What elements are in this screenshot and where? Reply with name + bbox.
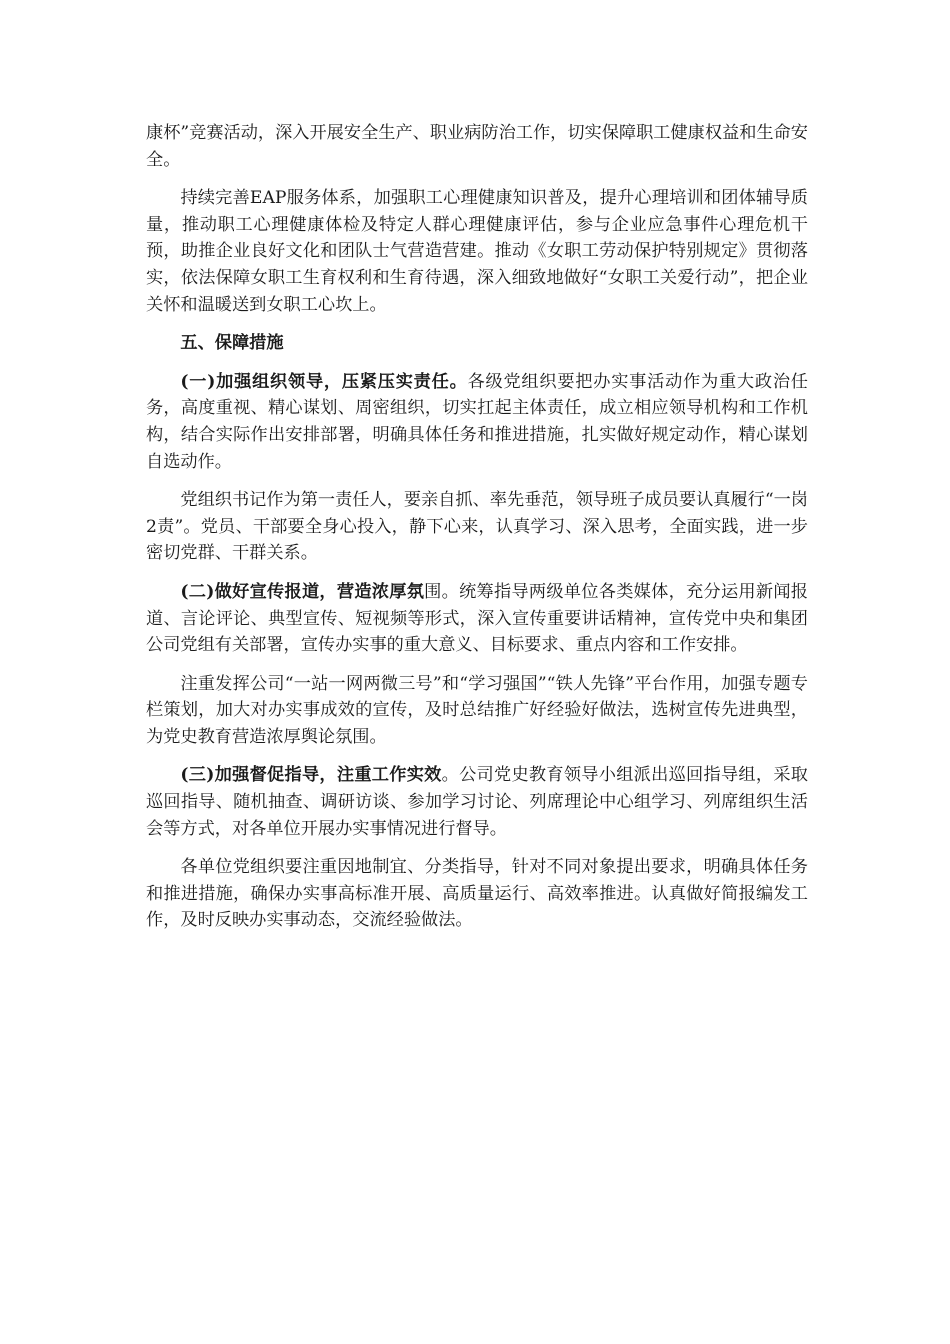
measure-publicity [146, 579, 808, 659]
paragraph-text: 康杯”竞赛活动，深入开展安全生产、职业病防治工作，切实保障职工健康权益和生命安全。 [146, 123, 808, 170]
paragraph-eap-service [146, 185, 808, 318]
section-heading: 五、保障措施 [180, 333, 284, 354]
measure-platforms [146, 671, 808, 751]
measure-text: 注重发挥公司“一站一网两微三号”和“学习强国”“铁人先锋”平台作用，加强专题专栏策划，加大对办实事成效的宣传，及时总结推广好经验好做法，选树宣传先进典型，为党史教育营造浓厚舆论氛围。 [146, 673, 808, 747]
measure-unit-guidance [146, 854, 808, 934]
measure-organization-leadership [146, 369, 808, 475]
paragraph-continued [146, 120, 808, 173]
measure-text: 围。统筹指导两级单位各类媒体，充分运用新闻报道、言论评论、典型宣传、短视频等形式，深入宣传重要讲话精神，宣传党中央和集团公司党组有关部署，宣传办实事的重大意义、目标要求、重点内容和工作安排。 [146, 581, 808, 656]
measure-supervision [146, 762, 808, 842]
measure-text: 各单位党组织要注重因地制宜、分类指导，针对不同对象提出要求，明确具体任务和推进措施，确保办实事高标准开展、高质量运行、高效率推进。认真做好简报编发工作，及时反映办实事动态，交流经验做法。 [146, 857, 808, 931]
measure-text: 党组织书记作为第一责任人，要亲自抓、率先垂范，领导班子成员要认真履行“一岗2责”。党员、干部要全身心投入，静下心来，认真学习、深入思考，全面实践，进一步密切党群、干群关系。 [146, 490, 808, 564]
measure-lead: (三)加强督促指导，注重工作实效 [180, 765, 442, 786]
measure-text: 各级党组织要把办实事活动作为重大政治任务，高度重视、精心谋划、周密组织，切实扛起主体责任，成立相应领导机构和工作机构，结合实际作出安排部署，明确具体任务和推进措施，扎实做好规定动作，精心谋划自选动作。 [146, 371, 808, 472]
measure-secretary-responsibility [146, 487, 808, 567]
measure-lead: (一)加强组织领导，压紧压实责任。 [180, 371, 468, 392]
measure-lead: (二)做好宣传报道，营造浓厚氛 [180, 581, 425, 602]
measure-text: 。公司党史教育领导小组派出巡回指导组，采取巡回指导、随机抽查、调研访谈、参加学习讨论、列席理论中心组学习、列席组织生活会等方式，对各单位开展办实事情况进行督导。 [146, 765, 808, 839]
document-page [146, 120, 808, 946]
paragraph-text: 持续完善EAP服务体系，加强职工心理健康知识普及，提升心理培训和团体辅导质量，推动职工心理健康体检及特定人群心理健康评估，参与企业应急事件心理危机干预，助推企业良好文化和团队士气营造营建。推动《女职工劳动保护特别规定》贯彻落实，依法保障女职工生育权利和生育待遇，深入细致地做好“女职工关爱行动”，把企业关怀和温暖送到女职工心坎上。 [146, 188, 808, 315]
